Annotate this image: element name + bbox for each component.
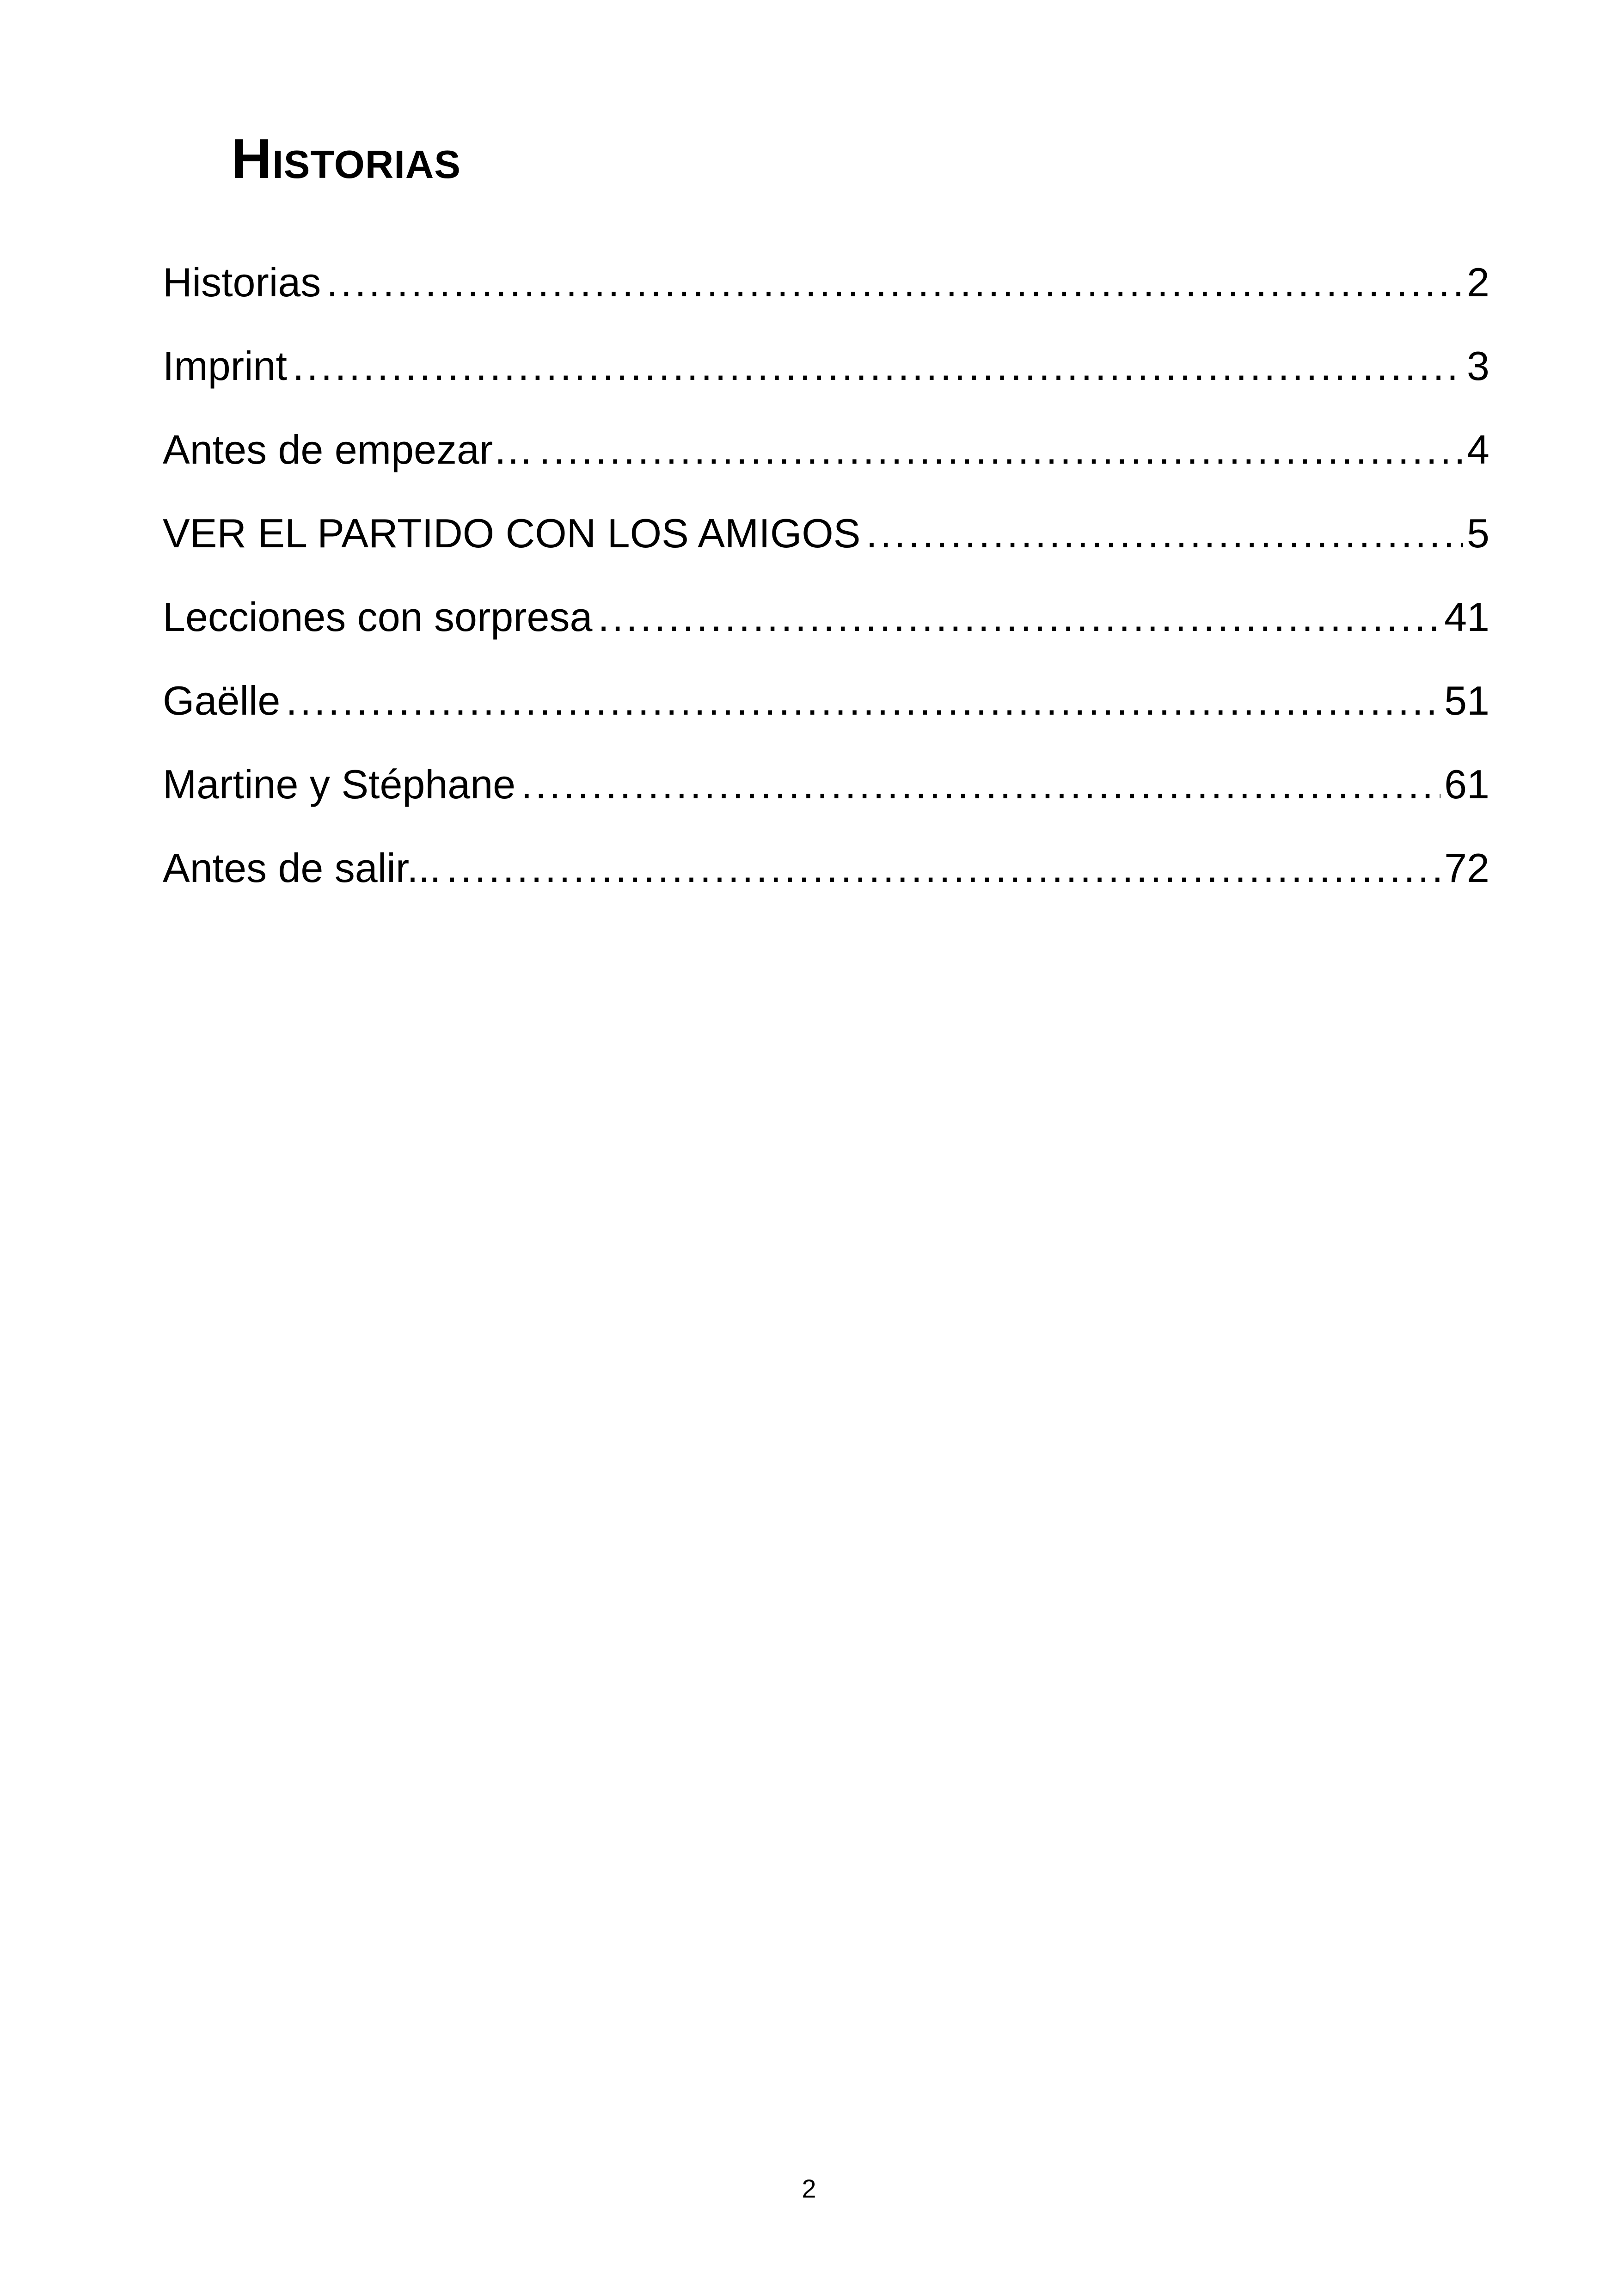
toc-entry-title: Gaëlle (163, 678, 281, 723)
footer-page-number: 2 (802, 2174, 816, 2203)
toc-dot-leader (521, 742, 1440, 826)
toc-entry-title: Lecciones con sorpresa (163, 594, 593, 640)
toc-entry-page: 3 (1467, 343, 1489, 389)
toc-entry-page: 72 (1444, 845, 1489, 891)
toc-entry-page: 61 (1444, 761, 1489, 807)
toc-dot-leader (539, 408, 1463, 491)
toc-entry-page: 2 (1467, 259, 1489, 305)
toc-dot-leader (293, 324, 1463, 408)
toc-entry-page: 51 (1444, 678, 1489, 723)
toc-entry-title: Antes de salir... (163, 845, 441, 891)
toc-entry (163, 826, 1489, 910)
toc-entry (163, 742, 1489, 826)
toc-dot-leader (286, 659, 1440, 742)
toc-entry-title: Imprint (163, 343, 287, 389)
toc-entry-title: VER EL PARTIDO CON LOS AMIGOS (163, 510, 861, 556)
toc-entry-page: 5 (1467, 510, 1489, 556)
toc-entry-title: Historias (163, 259, 321, 305)
toc-dot-leader (598, 575, 1440, 659)
toc-entry (163, 324, 1489, 408)
toc-entry (163, 575, 1489, 659)
toc-dot-leader (866, 491, 1463, 575)
toc-entry (163, 659, 1489, 742)
toc-dot-leader (326, 240, 1463, 324)
page-title: Historias (231, 127, 461, 190)
toc-entry-page: 4 (1467, 427, 1489, 472)
toc-entry (163, 240, 1489, 324)
table-of-contents (163, 240, 1489, 910)
toc-entry-title: Martine y Stéphane (163, 761, 516, 807)
toc-entry-title: Antes de empezar… (163, 427, 534, 472)
toc-entry-page: 41 (1444, 594, 1489, 640)
toc-entry (163, 491, 1489, 575)
toc-entry (163, 408, 1489, 491)
toc-dot-leader (447, 826, 1440, 910)
